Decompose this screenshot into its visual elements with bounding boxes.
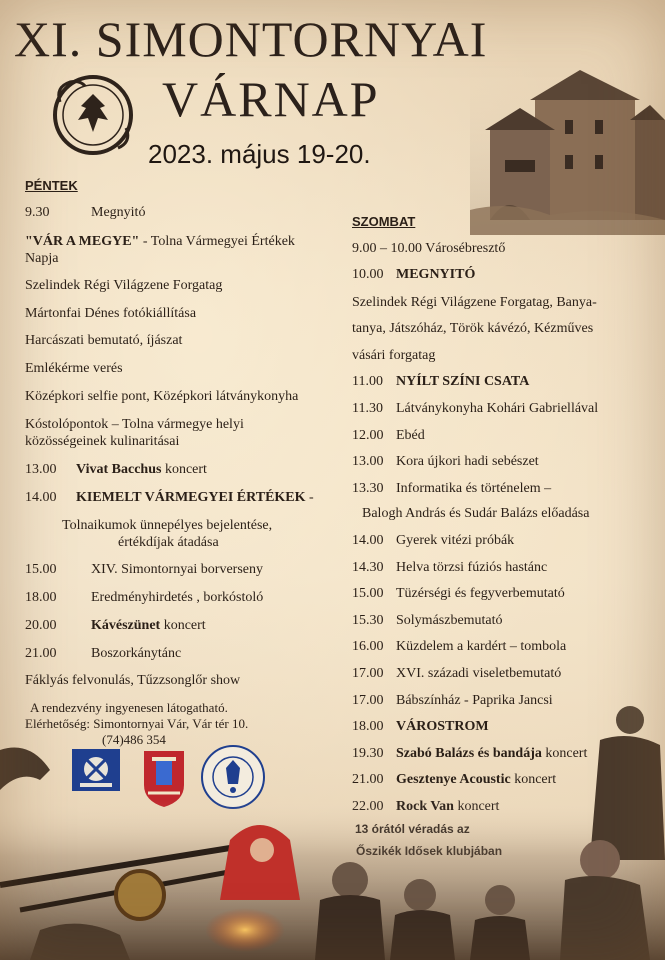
title-line-2: VÁRNAP [162,71,380,127]
list-item: 11.00 NYÍLT SZÍNI CSATA [352,374,530,389]
list-item: 17.00 XVI. századi viseletbemutató [352,666,562,681]
list-item-continued: értékdíjak átadása [118,535,219,550]
list-item: Harcászati bemutató, íjászat [25,333,183,348]
list-item: 11.30 Látványkonyha Kohári Gabriellával [352,401,599,416]
list-item: 9.00 – 10.00 Városébresztő [352,241,506,256]
list-item: Mártonfai Dénes fotókiállítása [25,306,197,321]
list-item: 21.00 Gesztenye Acoustic koncert [352,772,557,787]
list-item: 16.00 Küzdelem a kardért – tombola [352,639,567,654]
list-item: "VÁR A MEGYE" - Tolna Vármegyei Értékek [25,234,295,249]
list-item: tanya, Játszóház, Török kávézó, Kézműves [352,321,594,336]
list-item-continued: közösségeinek kulinaritásai [25,434,180,449]
list-item: Szelindek Régi Világzene Forgatag, Banya- [352,295,597,310]
contact-phone: (74)486 354 [102,732,166,747]
friday-heading: PÉNTEK [25,178,78,193]
reenactment-photo-collage [0,700,665,960]
title-line-1: XI. SIMONTORNYAI [14,11,488,67]
list-item-continued: Balogh András és Sudár Balázs előadása [362,506,590,521]
list-item: 18.00 VÁROSTROM [352,719,489,734]
list-item: 18.00 Eredményhirdetés , borkóstoló [25,590,264,605]
dragon-emblem-icon [50,72,136,158]
free-entry-note: A rendezvény ingyenesen látogatható. [30,700,228,715]
list-item: 14.00 Gyerek vitézi próbák [352,533,515,548]
list-item: Szelindek Régi Világzene Forgatag [25,278,223,293]
saturday-heading: SZOMBAT [352,214,416,229]
list-item: 17.00 Bábszínház - Paprika Jancsi [352,693,553,708]
list-item: 15.00 Tüzérségi és fegyverbemutató [352,586,565,601]
list-item: 15.00 XIV. Simontornyai borverseny [25,562,263,577]
list-item: Fáklyás felvonulás, Tűzzsonglőr show [25,673,241,688]
list-item: vásári forgatag [352,348,436,363]
list-item: 19.30 Szabó Balázs és bandája koncert [352,746,588,761]
list-item: Emlékérme verés [25,361,123,376]
list-item: 21.00 Boszorkánytánc [25,646,182,661]
list-item: 12.00 Ebéd [352,428,425,443]
list-item: Kóstolópontok – Tolna vármegye helyi [25,417,244,432]
contact-address: Elérhetőség: Simontornyai Vár, Vár tér 10. [25,716,249,731]
list-item: 10.00 MEGNYITÓ [352,267,476,282]
list-item: 13.00 Kora újkori hadi sebészet [352,454,539,469]
list-item: 13.00 Vivat Bacchus koncert [25,462,207,477]
list-item: 14.00 KIEMELT VÁRMEGYEI ÉRTÉKEK - [25,490,314,505]
list-item: 9.30 Megnyitó [25,205,146,220]
list-item-continued: Napja [25,251,59,266]
list-item: Középkori selfie pont, Középkori látványkonyha [25,389,299,404]
list-item: 13.30 Informatika és történelem – [352,481,552,496]
list-item: 20.00 Kávészünet koncert [25,618,206,633]
list-item: 15.30 Solymászbemutató [352,613,503,628]
event-date: 2023. május 19-20. [148,139,371,169]
list-item: Tolnaikumok ünnepélyes bejelentése, [62,518,273,533]
list-item: 14.30 Helva törzsi fúziós hastánc [352,560,548,575]
castle-tower-icon [470,60,665,235]
